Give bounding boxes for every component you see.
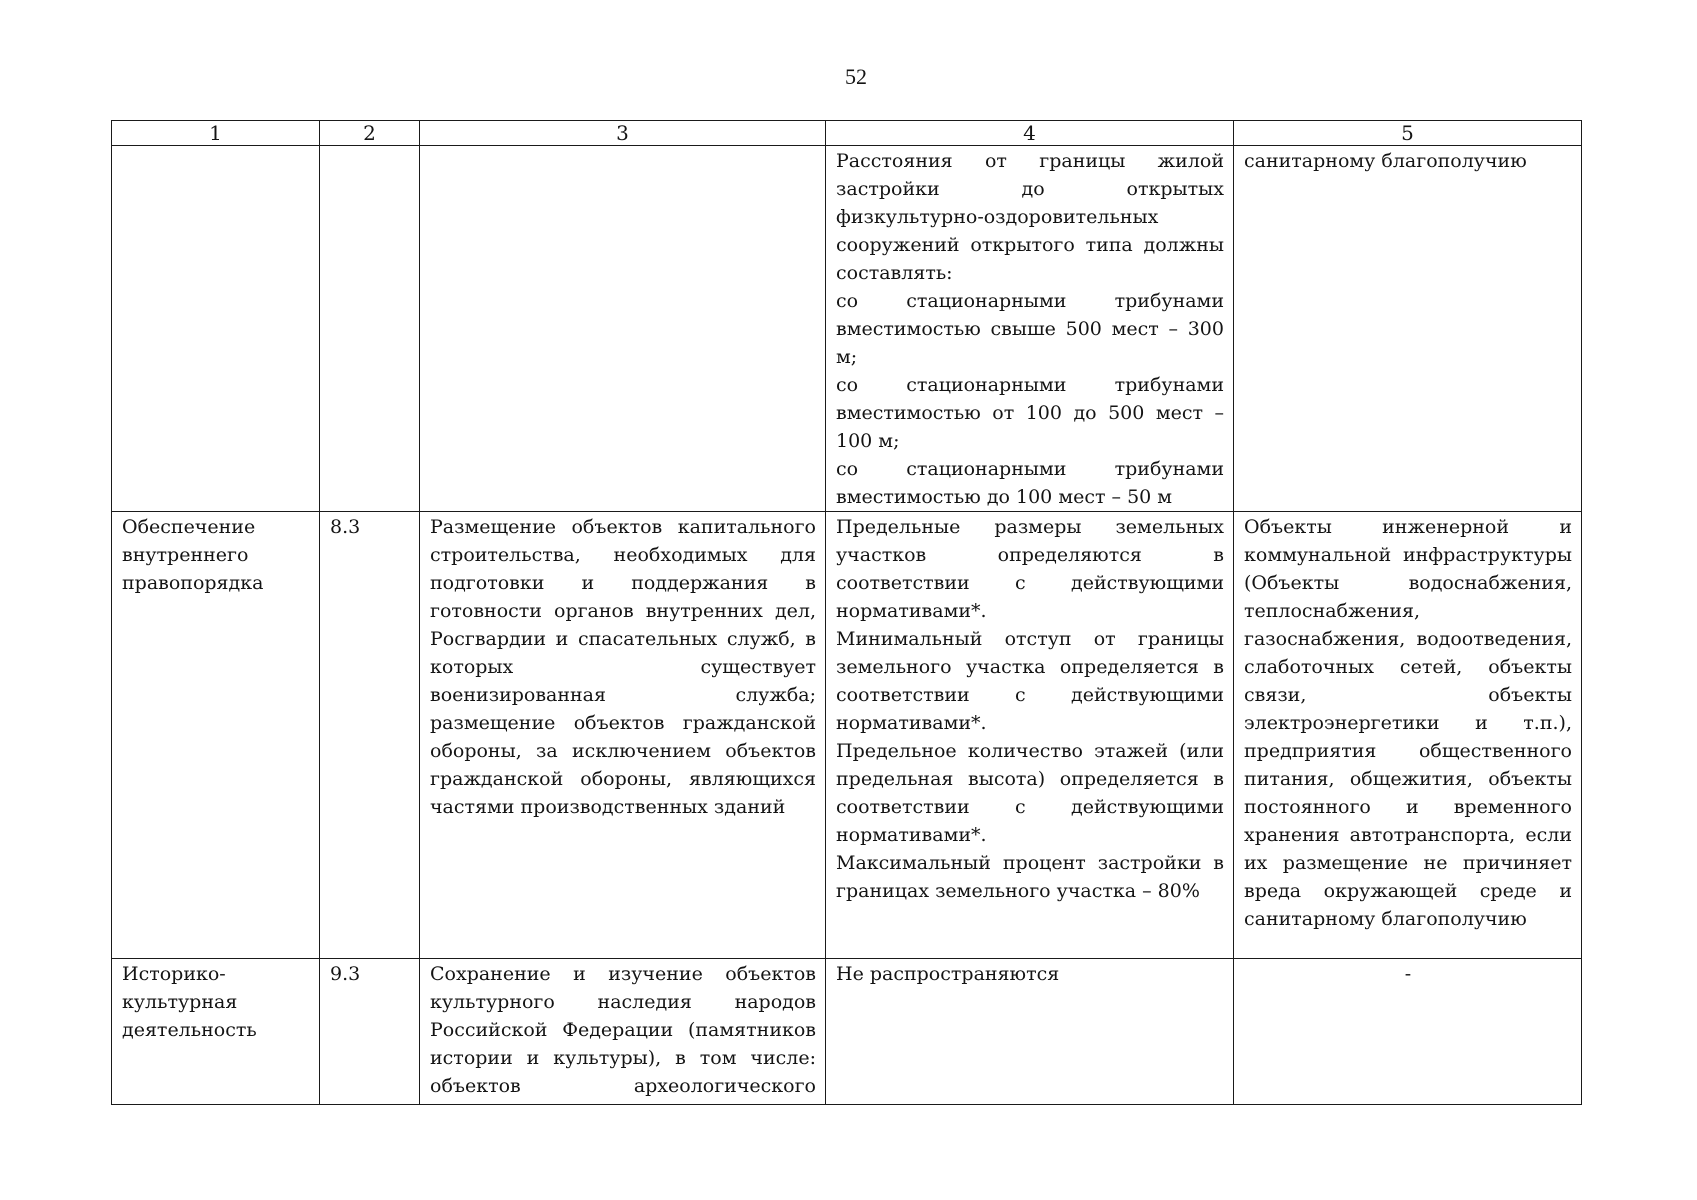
parameter-text: со стационарными трибунами вместимостью от 100 до 500 мест – 100 м; [836, 374, 1224, 452]
header-cell-2: 2 [320, 121, 420, 146]
parameter-text: Предельное количество этажей (или предельная высота) определяется в соответствии с действующими нормативами*. [836, 740, 1224, 846]
page-number: 52 [845, 64, 867, 89]
cell-auxiliary-uses: санитарному благополучию [1234, 146, 1582, 512]
parameter-text: Расстояния от границы жилой застройки до открытых физкультурно-оздоровительных сооружений открытого типа должны составлять: [836, 150, 1224, 284]
cell-parameters [826, 959, 1234, 1105]
cell-code [320, 146, 420, 512]
cell-parameters [826, 146, 1234, 512]
cell-description [420, 146, 826, 512]
cell-code: 9.3 [320, 959, 420, 1105]
table-row [112, 146, 1582, 512]
cell-land-use-type: Обеспечение внутреннего правопорядка [112, 512, 320, 959]
parameter-text: Минимальный отступ от границы земельного участка определяется в соответствии с действующими нормативами*. [836, 628, 1224, 734]
cell-auxiliary-uses: Объекты инженерной и коммунальной инфраструктуры (Объекты водоснабжения, теплоснабжения, газоснабжения, водоотведения, слаботочных сетей, объекты связи, объекты электроэнергетики и т.п.), предприятия общественного питания, общежития, объекты постоянного и временного хранения автотранспорта, если их размещение не причиняет вреда окружающей среде и санитарному благополучию [1234, 512, 1582, 959]
parameter-text: со стационарными трибунами вместимостью свыше 500 мест – 300 м; [836, 290, 1224, 368]
header-cell-3: 3 [420, 121, 826, 146]
cell-description: Размещение объектов капитального строительства, необходимых для подготовки и поддержания в готовности органов внутренних дел, Росгвардии и спасательных служб, в которых существует военизированная служба; размещение объектов гражданской обороны, за исключением объектов гражданской обороны, являющихся частями производственных зданий [420, 512, 826, 959]
parameter-text: со стационарными трибунами вместимостью до 100 мест – 50 м [836, 458, 1224, 508]
header-cell-1: 1 [112, 121, 320, 146]
table-row [112, 959, 1582, 1105]
parameter-text: Не распространяются [836, 963, 1060, 985]
table-header-row [112, 121, 1582, 146]
cell-land-use-type [112, 146, 320, 512]
cell-land-use-type: Историко-культурная деятельность [112, 959, 320, 1105]
cell-description: Сохранение и изучение объектов культурного наследия народов Российской Федерации (памятников истории и культуры), в том числе: объектов археологического [420, 959, 826, 1105]
header-cell-5: 5 [1234, 121, 1582, 146]
parameter-text: Максимальный процент застройки в границах земельного участка – 80% [836, 852, 1224, 902]
cell-code: 8.3 [320, 512, 420, 959]
header-cell-4: 4 [826, 121, 1234, 146]
table-row [112, 512, 1582, 959]
cell-parameters [826, 512, 1234, 959]
parameter-text: Предельные размеры земельных участков определяются в соответствии с действующими нормативами*. [836, 516, 1224, 622]
cell-auxiliary-uses: - [1234, 959, 1582, 1105]
regulations-table [111, 120, 1582, 1105]
